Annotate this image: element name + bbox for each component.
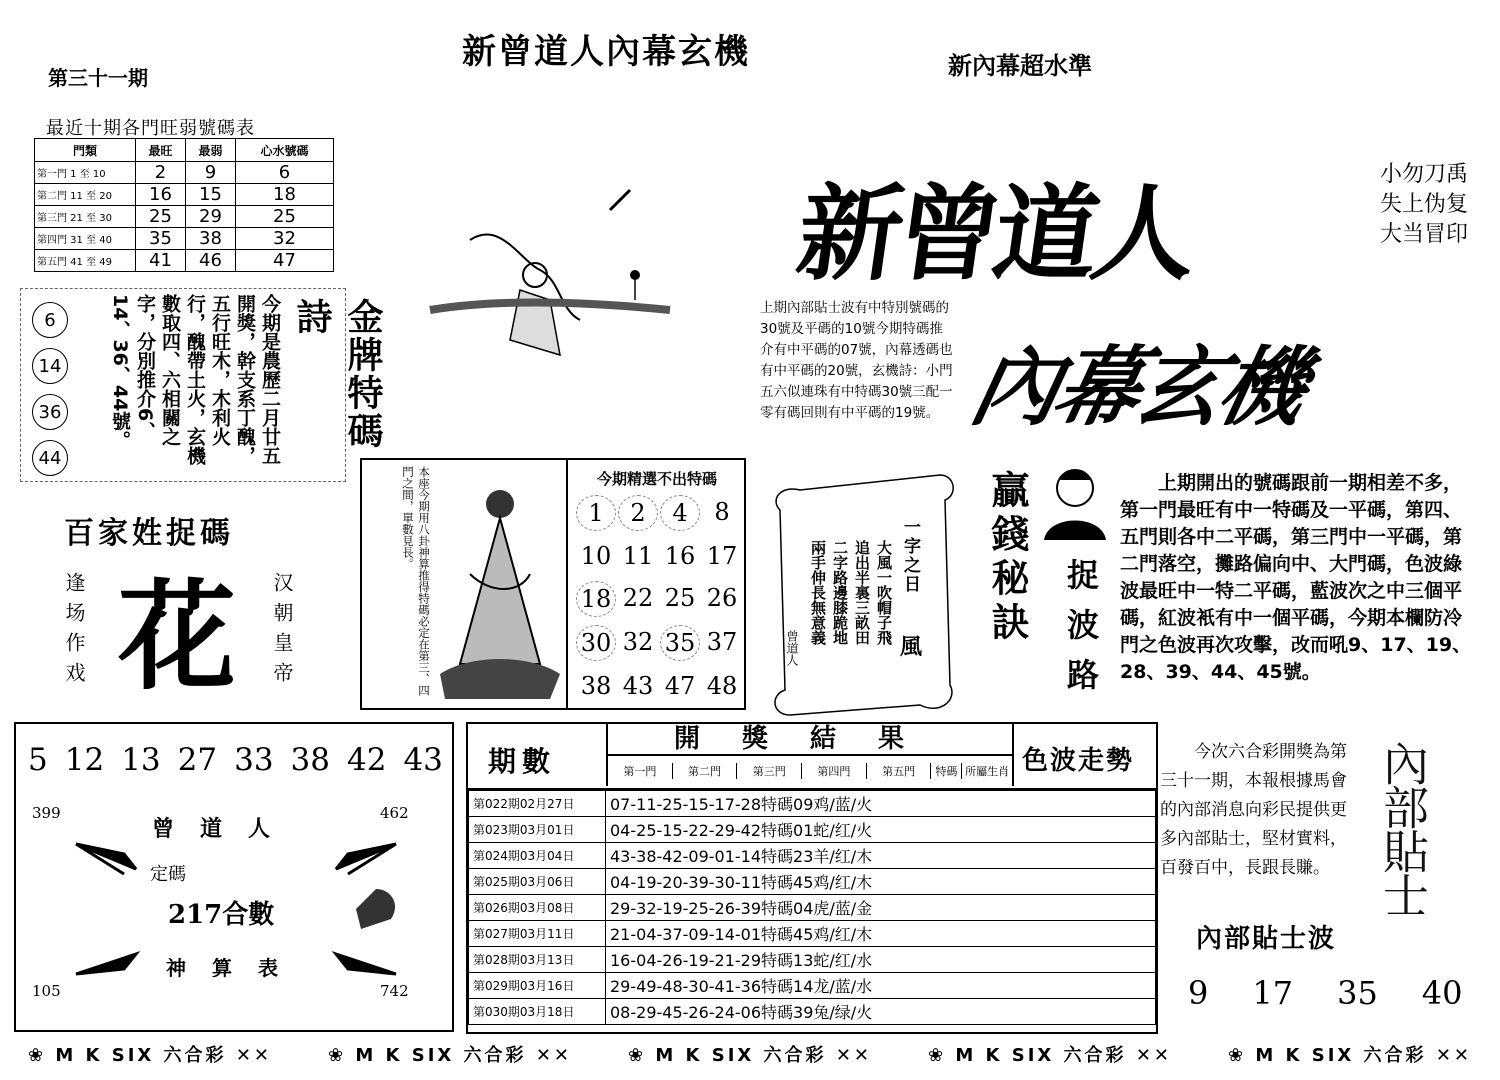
table-row: 第026期03月08日 29-32-19-25-26-39特碼04虎/蓝/金 [469, 895, 1156, 921]
grid-number: 47 [664, 672, 696, 700]
riddle-line: 失上伪复 [1380, 192, 1469, 217]
secret-sub: 捉波路 [1062, 558, 1100, 708]
banner-segment: ❀ M K SIX 六合彩 ✕✕ [328, 1045, 572, 1066]
poem-text: 今期是農歷二月廿五開獎，幹支系丁醜，五行旺木，木利火行，醜帶土火，玄機數取四、六相關之字，分別推介6、14、36、44號。 [109, 294, 281, 465]
results-title: 開獎結果 [608, 724, 1012, 756]
scroll-sign: 曾道人 [785, 630, 799, 666]
grid-number: 1 [576, 495, 616, 531]
corner-number: 399 [32, 804, 61, 822]
banner-segment: ❀ M K SIX 六合彩 ✕✕ [1228, 1045, 1472, 1066]
nonspecial-title: 今期精選不出特碼 [596, 470, 717, 488]
freq-header: 最弱 [186, 139, 236, 162]
results-table [468, 790, 1156, 1025]
grid-number: 43 [622, 672, 654, 700]
box-bottom-text: 神算表 [166, 956, 304, 980]
insider-numbers [1188, 974, 1463, 1012]
corner-number: 462 [380, 804, 409, 822]
grid-number: 17 [706, 542, 738, 570]
row-number: 12 [64, 742, 105, 778]
grid-number: 26 [706, 584, 738, 612]
poem-title: 金牌特碼詩 [291, 298, 383, 450]
grid-number: 4 [660, 495, 700, 531]
freq-table-title: 最近十期各門旺弱號碼表 [46, 118, 255, 139]
scroll-line: 大風一吹帽子飛 [875, 540, 893, 645]
table-row: 第024期03月04日 43-38-42-09-01-14特碼23羊/红/木 [469, 843, 1156, 869]
sum-label: 217合數 [168, 900, 275, 930]
table-row: 第029期03月16日 29-49-48-30-41-36特碼14龙/蓝/水 [469, 973, 1156, 999]
grid-number: 30 [576, 625, 616, 661]
table-row: 第三門 21 至 30 25 29 25 [35, 206, 334, 228]
insider-number: 9 [1188, 974, 1209, 1012]
table-row: 第023期03月01日 04-25-15-22-29-42特碼01蛇/红/火 [469, 817, 1156, 843]
sub-header: 第二門 [673, 763, 738, 779]
riddle-line: 大当冒印 [1380, 222, 1469, 247]
trend-header: 色波走勢 [1022, 746, 1135, 776]
sub-header: 特碼 [931, 763, 962, 779]
circle-list [32, 302, 68, 476]
row-number: 38 [290, 742, 330, 778]
freq-header: 最旺 [136, 139, 186, 162]
grid-number: 37 [706, 628, 738, 656]
table-row: 第五門 41 至 49 41 46 47 [35, 250, 334, 272]
riddle-line: 小勿刀禹 [1380, 162, 1469, 187]
table-row: 第022期02月27日 07-11-25-15-17-28特碼09鸡/蓝/火 [469, 791, 1156, 817]
circle-number: 14 [32, 348, 68, 384]
bagua-text: 本座今期用八卦神算推得特碼必定在第三、四門之間，單數見長。 [401, 466, 431, 696]
sub-header: 第三門 [737, 763, 802, 779]
row-number: 5 [28, 742, 48, 778]
results-box [466, 722, 1158, 1034]
row-number: 13 [121, 742, 161, 778]
bagua-box [360, 458, 746, 710]
grid-number: 2 [618, 495, 658, 531]
box-top-text: 曾道人 [152, 817, 297, 842]
grid-number: 10 [580, 542, 612, 570]
corner-number: 742 [380, 982, 409, 1000]
number-row [28, 742, 443, 778]
main-title: 新曾道人內幕玄機 [462, 32, 750, 72]
row-number: 42 [347, 742, 387, 778]
scroll-line: 兩手伸長無意義 [809, 540, 827, 645]
nonspecial-grid [576, 495, 746, 703]
sub-header: 第五門 [867, 763, 932, 779]
circle-number: 44 [32, 440, 68, 476]
table-row: 第030期03月18日 08-29-45-26-24-06特碼39兔/绿/火 [469, 999, 1156, 1025]
period-header: 期數 [488, 745, 557, 778]
hero-tagline: 內幕玄機 [962, 338, 1312, 438]
insider-number: 35 [1337, 974, 1378, 1012]
freq-table [34, 138, 334, 272]
circle-number: 36 [32, 394, 68, 430]
secret-title: 贏錢秘訣 [985, 470, 1029, 646]
sub-header: 第一門 [608, 763, 673, 779]
footer-banner [0, 1040, 1500, 1068]
grid-number: 35 [660, 625, 700, 661]
table-row: 第027期03月11日 21-04-37-09-14-01特碼45鸡/红/木 [469, 921, 1156, 947]
circle-number: 6 [32, 302, 68, 338]
sub-header: 第四門 [802, 763, 867, 779]
banner-segment: ❀ M K SIX 六合彩 ✕✕ [928, 1045, 1172, 1066]
grid-number: 48 [706, 672, 738, 700]
row-number: 43 [403, 742, 443, 778]
secret-text: 上期開出的號碼跟前一期相差不多，第一門最旺有中一特碼及一平碼，第四、五門則各中二平碼，第三門中一平碼，第二門落空，攤路偏向中、大門碼，色波綠波最旺中一特二平碼，藍波次之中三個平碼，紅波衹有中一個平碼，今期本欄防冷門之色波再次攻擊，改而吼9、17、19、28、39、44、45號。 [1120, 472, 1472, 683]
insider-text: 今次六合彩開獎為第三十一期，本報根據馬會的內部消息向彩民提供更多內部貼士，堅材實料，百發百中，長跟長賺。 [1160, 742, 1347, 878]
last-tip-text: 上期內部貼士波有中特別號碼的30號及平碼的10號今期特碼推介有中平碼的07號，內幕透碼也有中平碼的20號，玄機詩：小門五六似連珠有中特碼30號三配一零有碼回則有中平碼的19號。 [760, 300, 953, 421]
surname-char: 花 [118, 567, 237, 706]
scroll-line: 二字路邊膝跪地 [831, 540, 849, 645]
grid-number: 25 [664, 584, 696, 612]
freq-header: 心水號碼 [236, 139, 334, 162]
scroll-key: 風 [900, 635, 923, 660]
banner-segment: ❀ M K SIX 六合彩 ✕✕ [628, 1045, 872, 1066]
table-row: 第028期03月13日 16-04-26-19-21-29特碼13蛇/红/水 [469, 947, 1156, 973]
dancer-illustration [410, 180, 700, 390]
row-number: 27 [177, 742, 218, 778]
insider-stamp: 內部貼士 [1376, 740, 1430, 916]
grid-number: 8 [714, 498, 730, 526]
corner-number: 105 [32, 982, 61, 1000]
fixed-label: 定碼 [150, 864, 186, 885]
grid-number: 16 [664, 542, 696, 570]
scroll-line: 追出半裏三畝田 [853, 540, 871, 645]
surname-left: 逢场作戏 [62, 572, 86, 692]
numbers-box [14, 722, 454, 1032]
sub-header: 所屬生肖 [965, 765, 1010, 778]
brand-title: 新曾道人 [790, 172, 1200, 295]
insider-label: 內部貼士波 [1196, 924, 1337, 954]
insider-number: 17 [1252, 974, 1294, 1012]
grid-number: 11 [622, 542, 654, 570]
insider-number: 40 [1421, 974, 1463, 1012]
grid-number: 38 [580, 672, 612, 700]
issue-number: 第三十一期 [48, 66, 148, 90]
table-row: 第四門 31 至 40 35 38 32 [35, 228, 334, 250]
grid-number: 32 [622, 628, 654, 656]
table-row: 第一門 1 至 10 2 9 6 [35, 162, 334, 184]
table-row: 第二門 11 至 20 16 15 18 [35, 184, 334, 206]
surname-title: 百家姓捉碼 [64, 516, 234, 551]
grid-number: 22 [622, 584, 654, 612]
surname-right: 汉朝皇帝 [270, 572, 294, 692]
grid-number: 18 [576, 581, 616, 617]
portrait-avatar [1040, 462, 1110, 542]
banner-segment: ❀ M K SIX 六合彩 ✕✕ [28, 1045, 272, 1066]
sage-illustration [430, 474, 564, 704]
scroll-header: 一字之日 [900, 518, 920, 594]
freq-header: 門類 [35, 139, 136, 162]
subtitle: 新內幕超水準 [948, 52, 1092, 80]
table-row: 第025期03月06日 04-19-20-39-30-11特碼45鸡/红/木 [469, 869, 1156, 895]
riddle [1380, 160, 1468, 250]
row-number: 33 [234, 742, 274, 778]
